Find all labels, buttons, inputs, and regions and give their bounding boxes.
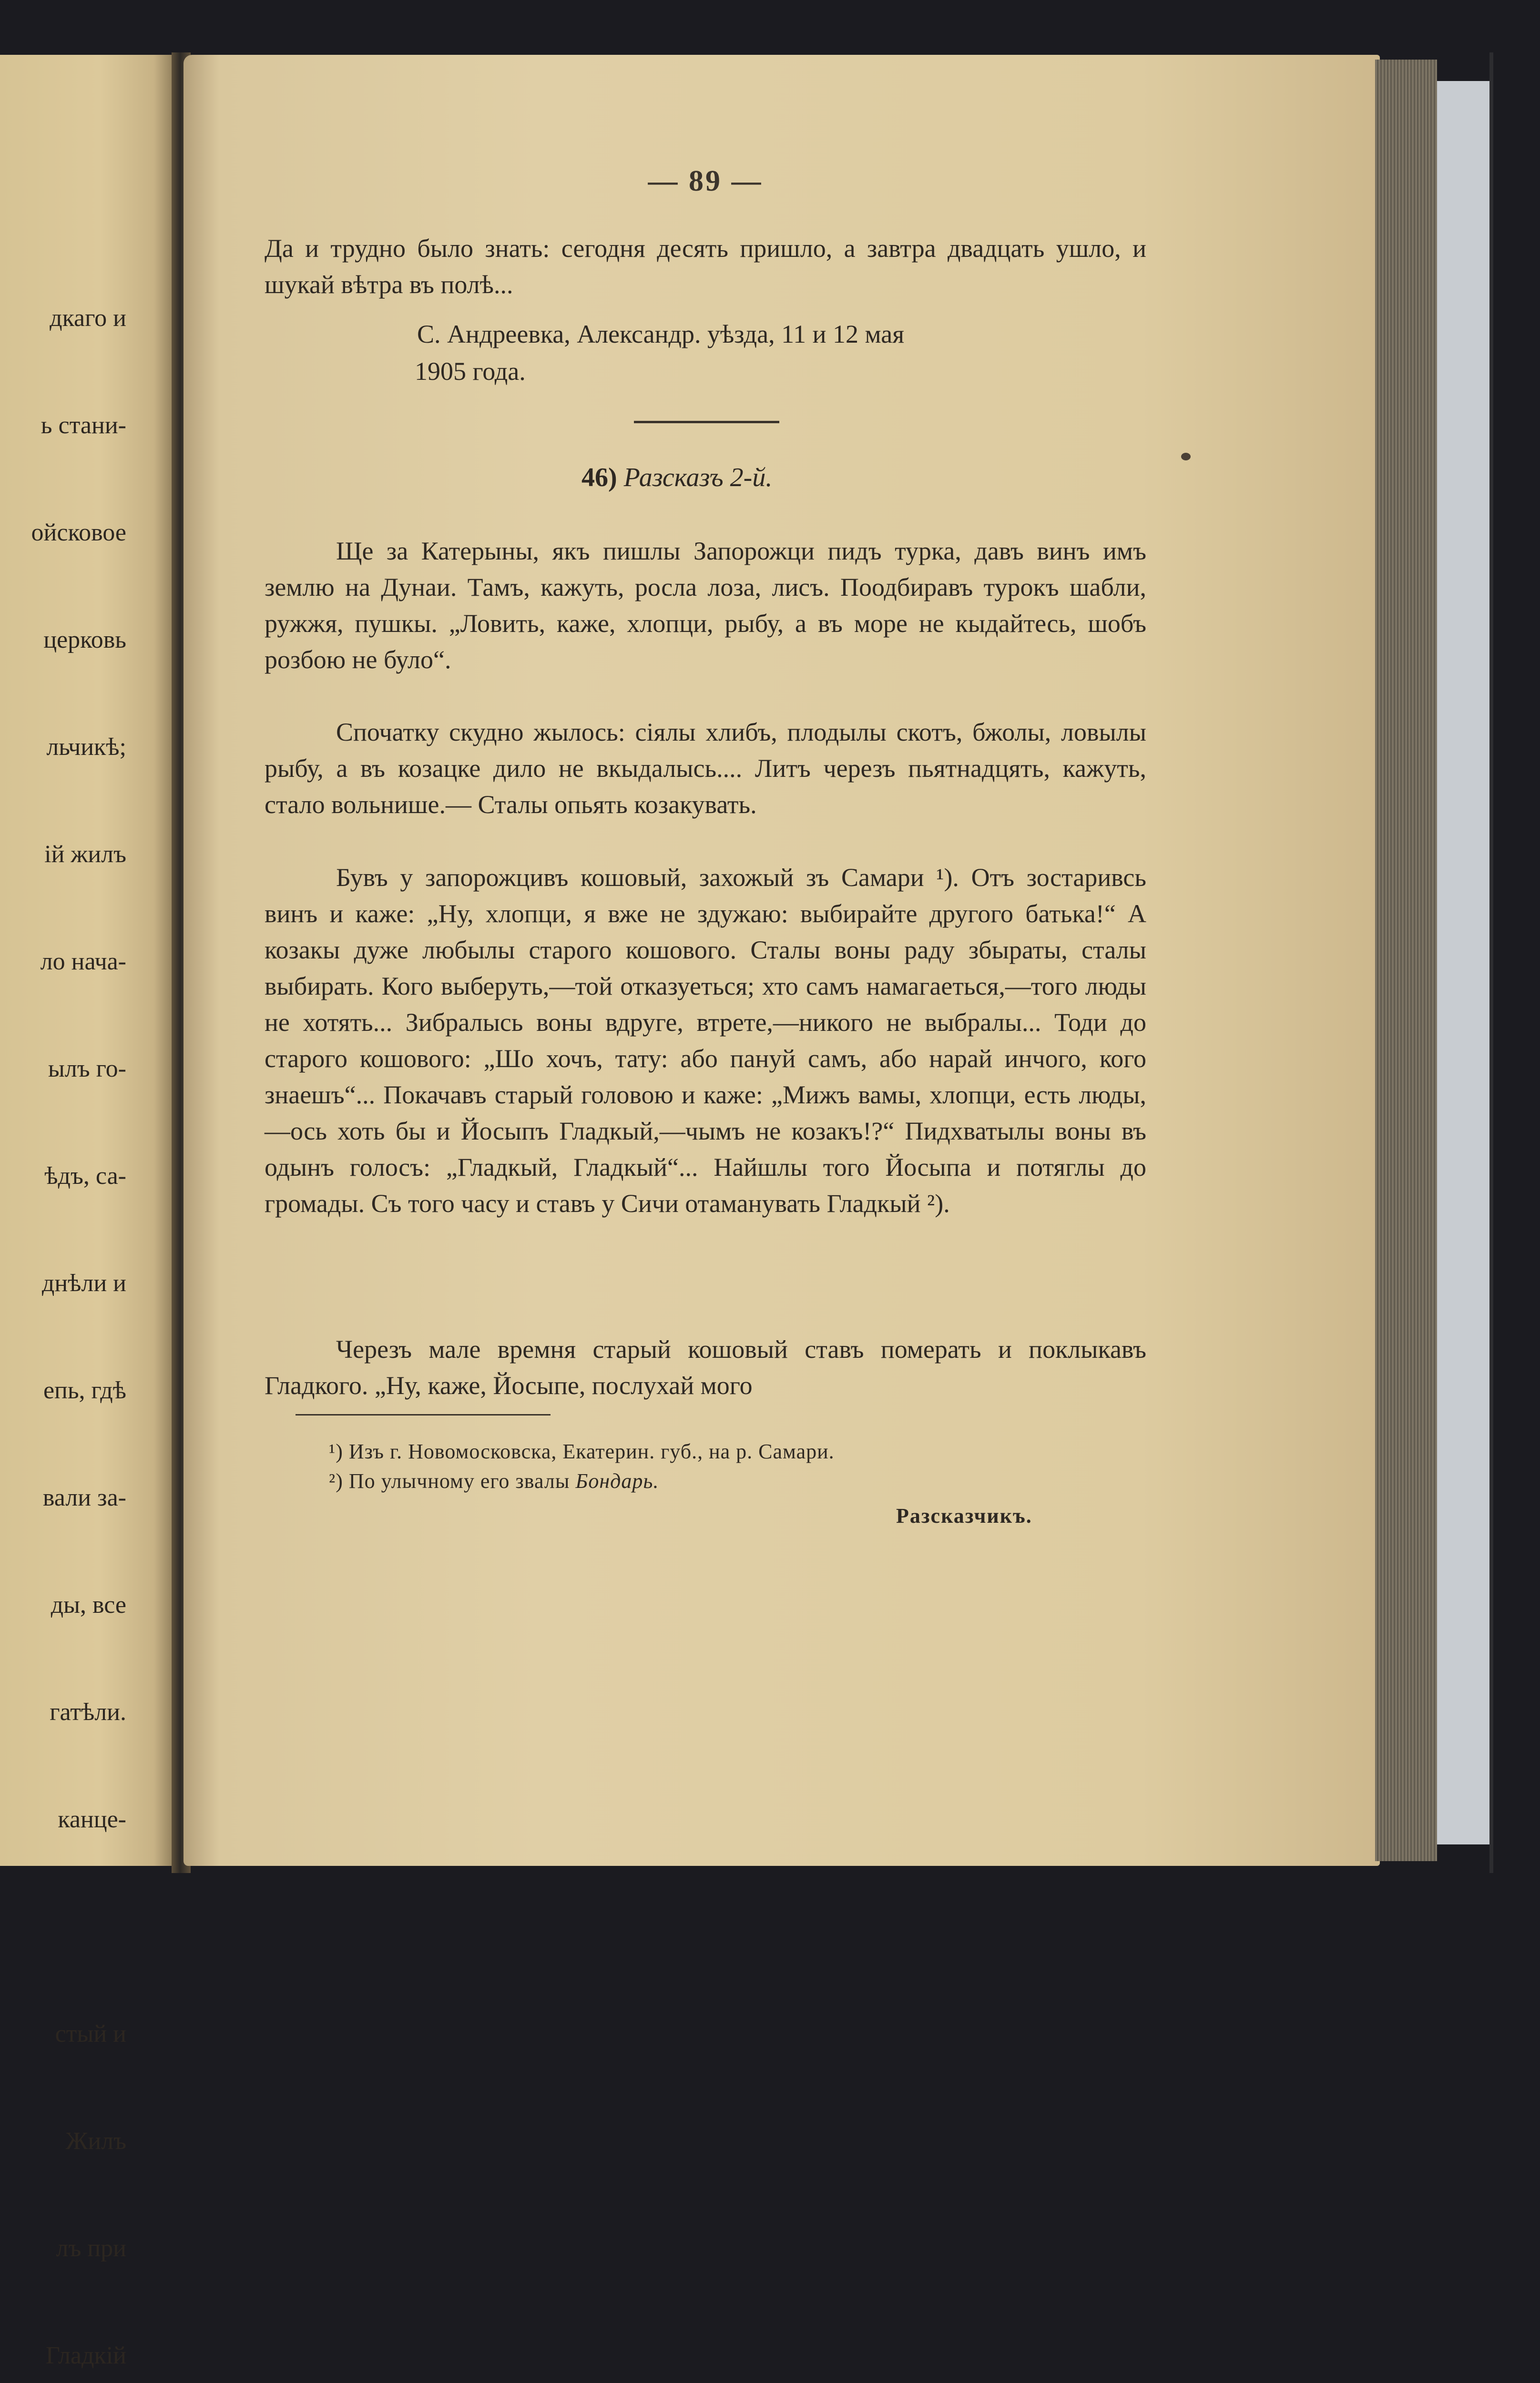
paragraph-2: Спочатку скудно жылось: сіялы хлибъ, плодылы скотъ, бжолы, ловылы рыбу, а въ козацке дило не вкыдалысь.... Литъ черезъ пьятнадцять, кажуть, стало вольнише.— Сталы опьять козакувать. — [265, 718, 1146, 819]
left-line: вали за- — [42, 1484, 126, 1511]
left-line: епь, гдѣ — [43, 1377, 126, 1404]
place-line: С. Андреевка, Александр. уѣзда, 11 и 12 мая — [417, 320, 905, 348]
left-line: канце- — [58, 1806, 126, 1833]
paragraph-3: Бувъ у запорожцивъ кошовый, захожый зъ Самари ¹). Отъ зостаривсь винъ и каже: „Ну, хлопци, я вже не здужаю: выбирайте другого батька!“ А козакы дуже любылы старого кошового. Сталы воны раду збыраты, сталы выбирать. Кого выберуть,—той отказуеться; хто самъ намагаеться,—того люды не хотять... Зибралысь воны вдруге, втрете,—никого не выбралы... Тоди до старого кошового: „Шо хочъ, тату: або пануй самъ, або нарай инчого, кого знаешъ“... Покачавъ старый головою и каже: „Мижъ вамы, хлопци, есть люды,—ось хоть бы и Йосыпъ Гладкый,—чымъ не козакъ!?“ Пидхватылы воны въ одынъ голосъ: „Гладкый, Гладкый“... Найшлы того Йосыпа и потяглы до громады. Съ того часу и ставъ у Сичи отаманувать Гладкый ²). — [265, 863, 1146, 1218]
left-line: ылъ го- — [48, 1055, 126, 1082]
footnote-2-name: Бондарь. — [575, 1469, 659, 1493]
left-line: ѣдъ, са- — [44, 1162, 126, 1190]
left-line: гатѣли. — [50, 1699, 126, 1726]
page-number: — 89 — — [648, 165, 763, 197]
footnote-2 — [329, 1469, 659, 1493]
left-line: Гладкій — [45, 2342, 126, 2369]
paper-speck — [1181, 453, 1191, 460]
left-line: льчикѣ; — [46, 733, 126, 761]
left-line: днѣли и — [41, 1270, 126, 1297]
story-title: Разсказъ 2-й. — [623, 463, 773, 492]
book-cover — [1437, 81, 1489, 1844]
left-line: ойсковое — [31, 519, 126, 546]
left-page — [0, 55, 181, 2369]
left-line: церковь — [43, 626, 126, 653]
section-divider — [634, 421, 779, 423]
left-line: дкаго и — [50, 305, 126, 332]
left-line: стый и — [55, 2020, 126, 2047]
left-line: ло нача- — [40, 948, 126, 975]
left-line: ды, все — [51, 1591, 126, 1619]
left-line: ь стани- — [41, 412, 126, 439]
story-heading — [581, 462, 772, 493]
page-edges — [1375, 60, 1437, 1861]
left-line: ій жилъ — [44, 841, 126, 868]
cover-edge — [1489, 52, 1493, 1873]
left-line: Жилъ — [65, 2128, 126, 2155]
footnote-2-text: ²) По улычному его звалы — [329, 1469, 570, 1493]
paragraph-4: Черезъ мале времня старый кошовый ставъ померать и поклыкавъ Гладкого. „Ну, каже, Йосыпе, послухай мого — [265, 1335, 1146, 1400]
story-number: 46) — [581, 463, 617, 492]
left-gap — [31, 1909, 126, 1945]
signature: Разсказчикъ. — [896, 1504, 1032, 1528]
footnote-1: ¹) Изъ г. Новомосковска, Екатерин. губ., на р. Самари. — [329, 1440, 835, 1463]
opening-paragraph: Да и трудно было знать: сегодня десять пришло, а завтра двадцать ушло, и шукай вѣтра въ полѣ... — [265, 234, 1146, 299]
footnote-divider — [296, 1414, 551, 1416]
left-line: лъ при — [56, 2235, 126, 2262]
year-line: 1905 года. — [415, 357, 526, 386]
paragraph-1: Ще за Катерыны, якъ пишлы Запорожци пидъ турка, давъ винъ имъ землю на Дунаи. Тамъ, кажуть, росла лоза, лисъ. Поодбиравъ турокъ шабли, ружжя, пушкы. „Ловить, каже, хлопци, рыбу, а въ море не кыдайтесь, шобъ розбою не було“. — [265, 537, 1146, 674]
left-page-text-column — [31, 229, 126, 2383]
